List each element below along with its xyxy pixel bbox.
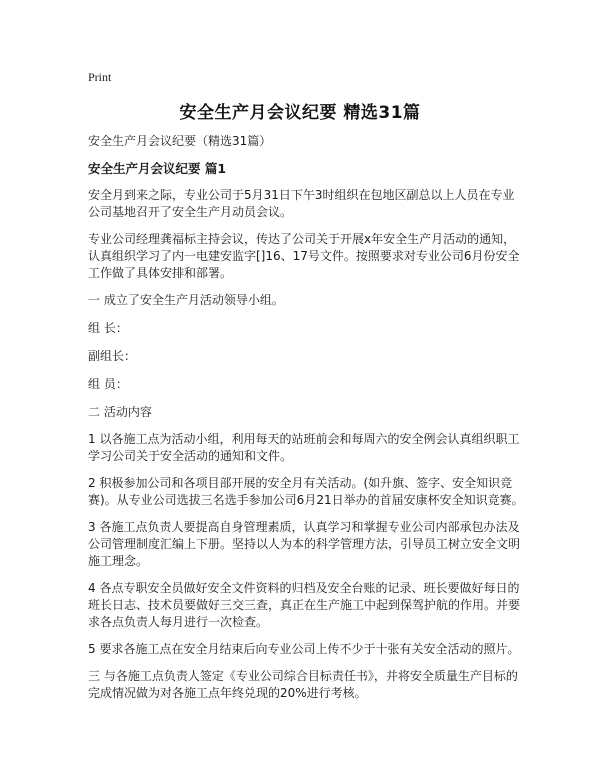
print-label: Print xyxy=(88,70,112,84)
paragraph-activity-1: 1 以各施工点为活动小组，利用每天的站班前会和每周六的安全例会认真组织职工学习公司关于安全活动的通知和文件。 xyxy=(88,432,520,463)
paragraph-activity-3: 3 各施工点负责人要提高自身管理素质，认真学习和掌握专业公司内部承包办法及公司管理制度汇编上下册。坚持以人为本的科学管理方法，引导员工树立安全文明施工理念。 xyxy=(88,520,521,568)
paragraph-activity-5: 5 要求各施工点在安全月结束后向专业公司上传不少于十张有关安全活动的照片。 xyxy=(88,642,520,656)
paragraph-meeting: 专业公司经理龚福标主持会议，传达了公司关于开展x年安全生产月活动的通知，认真组织学习了内一电建安监字[]16、17号文件。按照要求对专业公司6月份安全工作做了具体安排和部署。 xyxy=(88,232,520,280)
paragraph-leader: 组 长： xyxy=(88,321,128,335)
paragraph-activity-4: 4 各点专职安全员做好安全文件资料的归档及安全台账的记录、班长要做好每日的班长日志、技术员要做好三交三查，真正在生产施工中起到保驾护航的作用。并要求各点负责人每月进行一次检查。 xyxy=(88,581,521,629)
document-title: 安全生产月会议纪要 精选31篇 xyxy=(179,103,421,123)
section-heading: 安全生产月会议纪要 篇1 xyxy=(88,161,227,176)
paragraph-intro: 安全月到来之际，专业公司于5月31日下午3时组织在包地区副总以上人员在专业公司基地召开了安全生产月动员会议。 xyxy=(88,188,515,219)
document-body xyxy=(88,133,526,712)
paragraph-deputy-leader: 副组长： xyxy=(88,349,137,363)
document-subtitle: 安全生产月会议纪要（精选31篇） xyxy=(88,134,272,148)
paragraph-members: 组 员： xyxy=(88,377,128,391)
paragraph-activity-2: 2 积极参加公司和各项目部开展的安全月有关活动。(如升旗、签字、安全知识竞赛)。从专业公司选拔三名选手参加公司6月21日举办的首届安康杯安全知识竞赛。 xyxy=(88,476,524,507)
paragraph-item-two: 二 活动内容 xyxy=(88,405,152,419)
paragraph-item-three: 三 与各施工点负责人签定《专业公司综合目标责任书》，并将安全质量生产目标的完成情况做为对各施工点年终兑现的20%进行考核。 xyxy=(88,669,518,700)
paragraph-item-one: 一 成立了安全生产月活动领导小组。 xyxy=(88,293,284,307)
